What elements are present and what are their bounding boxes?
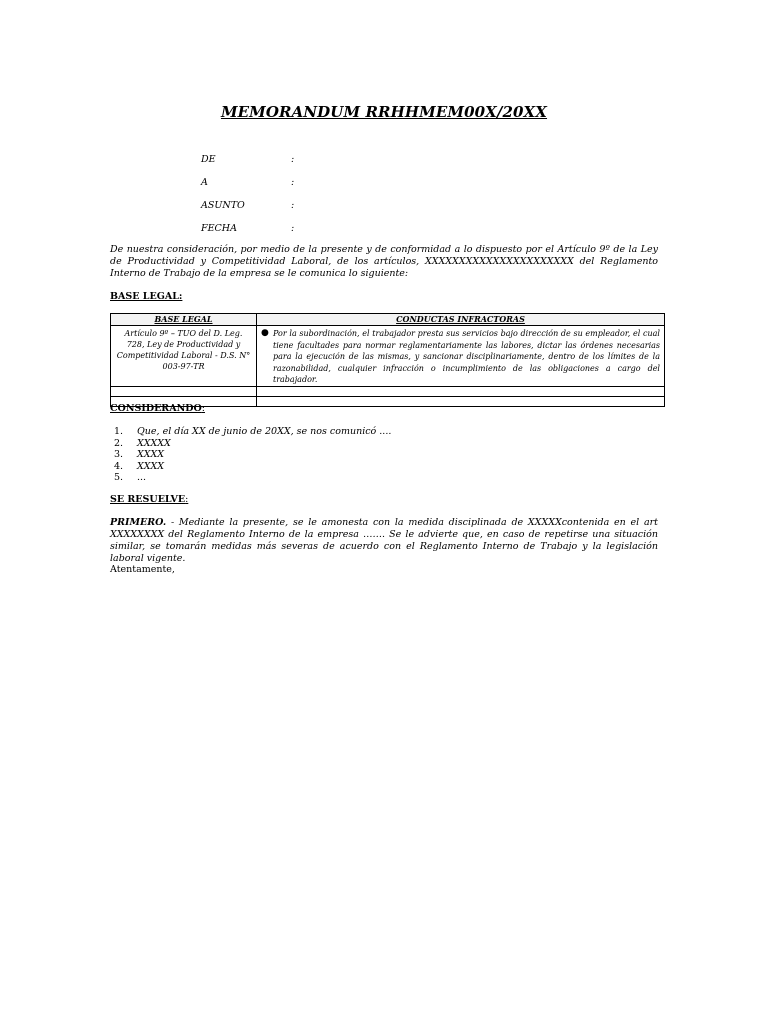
primero-text: - Mediante la presente, se le amonesta con la medida disciplinada de XXXXXcontenida en el art XXXXXXXX del Reglamento Interno de la empresa ……. Se le advierte que, en caso de repetirse una situación similar, se tomarán medidas más severas de acuerdo con el Reglamento Interno de Trabajo y la legislación laboral vigente. [110, 517, 658, 564]
list-text: XXXXX [137, 437, 171, 449]
considerando-colon: : [201, 403, 205, 414]
table-cell-conduct [257, 326, 665, 387]
list-number: 3. [114, 449, 124, 461]
closing-text: Atentamente, [110, 564, 175, 575]
table-header-base-legal: BASE LEGAL [111, 314, 257, 326]
header-colon: : [291, 223, 295, 234]
list-number: 2. [114, 437, 124, 449]
header-colon: : [291, 177, 295, 188]
header-label: FECHA [201, 223, 237, 234]
list-number: 1. [114, 426, 124, 437]
header-colon: : [291, 200, 295, 211]
considerando-label: CONSIDERANDO [110, 403, 202, 414]
table-cell-legal: Artículo 9º – TUO del D. Leg. 728, Ley de Productividad y Competitividad Laboral - D.S. N° 003-97-TR [111, 326, 257, 387]
se-resuelve-heading [110, 494, 188, 505]
memo-title: MEMORANDUM RRHHMEM00X/20XX [220, 103, 548, 121]
table-row [111, 326, 665, 387]
header-label: DE [201, 154, 216, 165]
primero-paragraph [110, 517, 658, 565]
conduct-text: Por la subordinación, el trabajador presta sus servicios bajo dirección de su empleador, el cual tiene facultades para normar reglamentariamente las labores, dictar las órdenes necesarias para la ejecución de las mismas, y sancionar disciplinariamente, dentro de los límites de la razonabilidad, cualquier infracción o incumplimiento de las obligaciones a cargo del trabajador. [273, 329, 660, 384]
se-resuelve-label: SE RESUELVE [110, 494, 186, 505]
list-number: 5. [114, 472, 124, 484]
list-text: ... [137, 472, 147, 484]
list-number: 4. [114, 460, 124, 472]
list-text: Que, el día XX de junio de 20XX, se nos comunicó .... [137, 426, 392, 437]
base-legal-heading: BASE LEGAL: [110, 291, 183, 302]
table-header-row [111, 314, 665, 326]
list-text: XXXX [137, 460, 165, 472]
base-legal-table [110, 313, 665, 407]
header-colon: : [291, 154, 295, 165]
bullet-icon: ● [261, 328, 269, 338]
table-row-empty [111, 386, 665, 396]
considerando-heading [110, 403, 205, 414]
header-label: A [201, 177, 208, 188]
primero-label: PRIMERO. [110, 517, 167, 528]
list-text: XXXX [137, 449, 165, 461]
table-header-conductas: CONDUCTAS INFRACTORAS [257, 314, 665, 326]
header-label: ASUNTO [201, 200, 245, 211]
intro-paragraph: De nuestra consideración, por medio de la presente y de conformidad a lo dispuesto por el Artículo 9º de la Ley de Productividad y Competitividad Laboral, de los artículos, XXXXXXXXXXXXXXXXXXXXXX del Reglamento Interno de Trabajo de la empresa se le comunica lo siguiente: [110, 244, 658, 279]
se-resuelve-colon: : [185, 494, 189, 505]
